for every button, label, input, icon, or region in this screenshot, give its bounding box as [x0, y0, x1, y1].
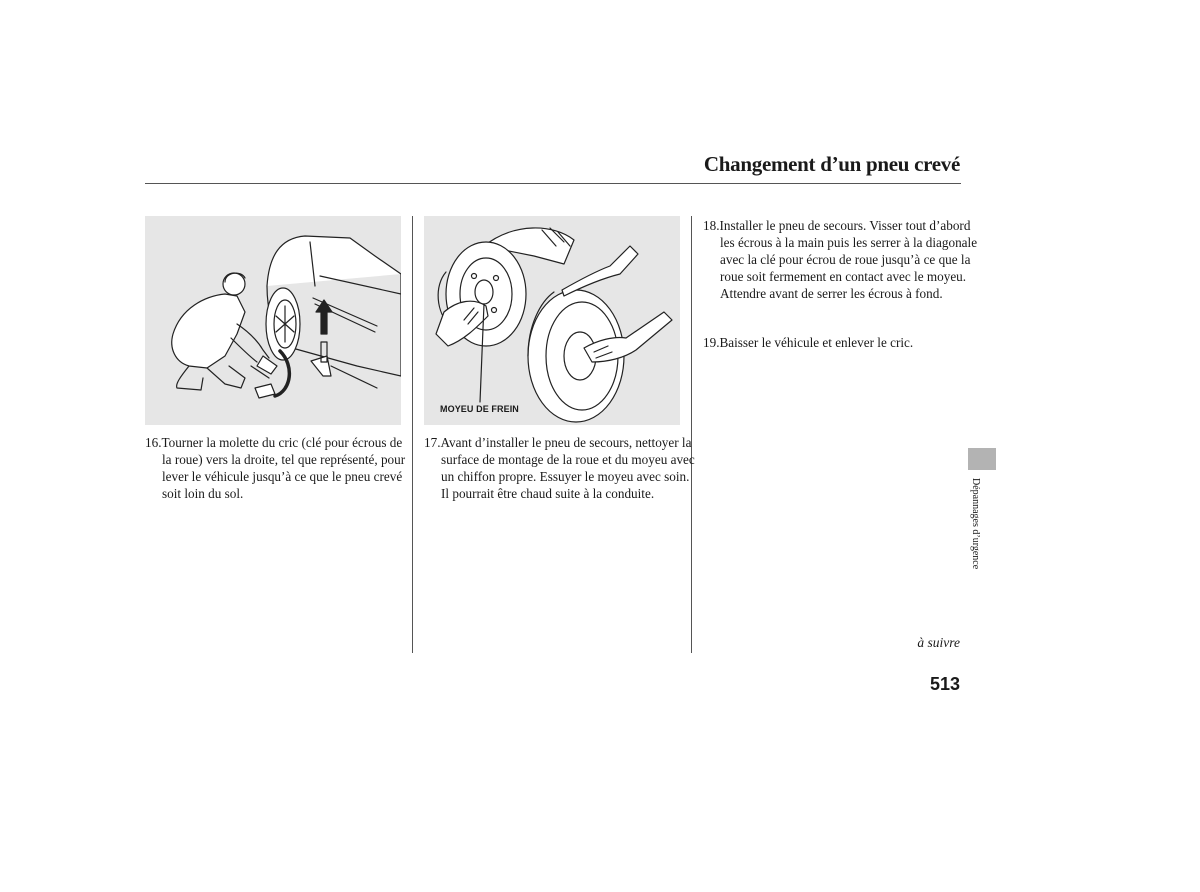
figure-jack-raising: [145, 216, 401, 425]
step-16: 16.Tourner la molette du cric (clé pour écrous de la roue) vers la droite, tel que représenté, pour lever le véhicule jusqu’à ce que le pneu crevé soit loin du sol.: [145, 435, 406, 501]
section-label: Dépannages d’urgence: [970, 478, 981, 570]
figure-hub-cleaning: [424, 216, 680, 425]
header-rule: [145, 183, 961, 184]
step-18: 18.Installer le pneu de secours. Visser tout d’abord les écrous à la main puis les serrer à la diagonale avec la clé pour écrou de roue jusqu’à ce que la roue soit fermement en contact avec le moyeu. Attendre avant de serrer les écrous à fond.: [703, 218, 978, 301]
section-tab: [968, 448, 996, 470]
figure-callout-brake-hub: MOYEU DE FREIN: [440, 404, 519, 414]
step-17: 17.Avant d’installer le pneu de secours, nettoyer la surface de montage de la roue et du moyeu avec un chiffon propre. Essuyer le moyeu avec soin. Il pourrait être chaud suite à la conduite.: [424, 435, 695, 501]
continued-note: à suivre: [917, 635, 960, 650]
page-title: Changement d’un pneu crevé: [703, 152, 960, 176]
page-number: 513: [929, 674, 960, 694]
step-19: 19.Baisser le véhicule et enlever le cric.: [703, 335, 914, 350]
hub-cleaning-illustration: [424, 216, 680, 425]
jack-raising-illustration: [145, 216, 401, 425]
